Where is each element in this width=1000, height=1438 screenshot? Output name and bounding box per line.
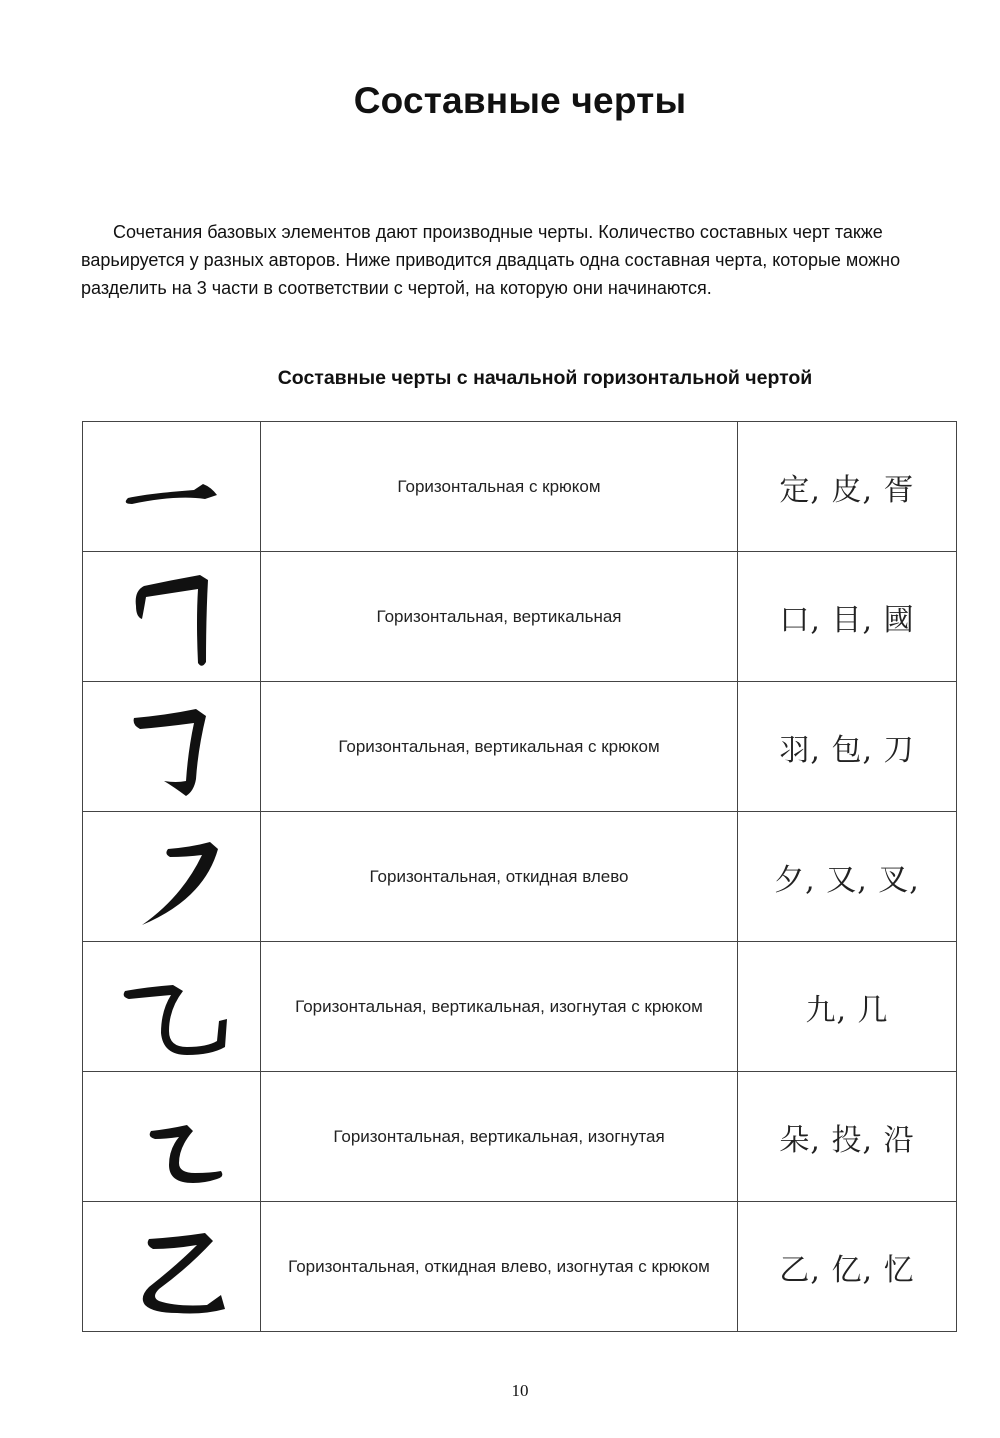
horizontal-left-falling-bend-hook-stroke-icon: [107, 1209, 237, 1324]
table-row: [83, 552, 957, 682]
stroke-description: Горизонтальная, вертикальная с крюком: [261, 682, 738, 812]
example-characters: 羽, 包, 刀: [738, 682, 957, 812]
stroke-description: Горизонтальная, вертикальная: [261, 552, 738, 682]
example-characters: 口, 目, 國: [738, 552, 957, 682]
horizontal-left-falling-stroke-icon: [112, 819, 232, 934]
horizontal-vertical-hook-stroke-icon: [112, 689, 232, 804]
horizontal-vertical-bend-hook-stroke-icon: [107, 949, 237, 1064]
stroke-description: Горизонтальная, откидная влево, изогнутая с крюком: [261, 1202, 738, 1332]
table-row: [83, 942, 957, 1072]
example-characters: 九, 几: [738, 942, 957, 1072]
page-title: Составные черты: [353, 80, 687, 121]
example-characters: 夕, 又, 叉,: [738, 812, 957, 942]
horizontal-vertical-bend-stroke-icon: [107, 1079, 237, 1194]
stroke-description: Горизонтальная, откидная влево: [261, 812, 738, 942]
table-row: [83, 682, 957, 812]
horizontal-hook-stroke-icon: [112, 432, 232, 542]
example-characters: 乙, 亿, 忆: [738, 1202, 957, 1332]
stroke-cell: [83, 1202, 261, 1332]
stroke-cell: [83, 812, 261, 942]
stroke-cell: [83, 942, 261, 1072]
table-row: [83, 812, 957, 942]
table-row: [83, 1202, 957, 1332]
table-row: [83, 1072, 957, 1202]
section-title: Составные черты с начальной горизонтальной чертой: [277, 367, 813, 389]
intro-paragraph: [81, 218, 959, 302]
stroke-cell: [83, 552, 261, 682]
stroke-description: Горизонтальная, вертикальная, изогнутая с крюком: [261, 942, 738, 1072]
horizontal-vertical-stroke-icon: [112, 559, 232, 674]
strokes-table: [82, 421, 957, 1332]
example-characters: 定, 皮, 胥: [738, 422, 957, 552]
example-characters: 朵, 投, 沿: [738, 1072, 957, 1202]
table-row: [83, 422, 957, 552]
stroke-cell: [83, 682, 261, 812]
page-number: 10: [511, 1381, 529, 1400]
stroke-cell: [83, 1072, 261, 1202]
stroke-cell: [83, 422, 261, 552]
intro-text: Сочетания базовых элементов дают производные черты. Количество составных черт также варьируется у разных авторов. Ниже приводится двадцать одна составная черта, которые можно разделить на 3 части в соответствии с чертой, на которую они начинаются.: [81, 222, 901, 298]
stroke-description: Горизонтальная с крюком: [261, 422, 738, 552]
stroke-description: Горизонтальная, вертикальная, изогнутая: [261, 1072, 738, 1202]
